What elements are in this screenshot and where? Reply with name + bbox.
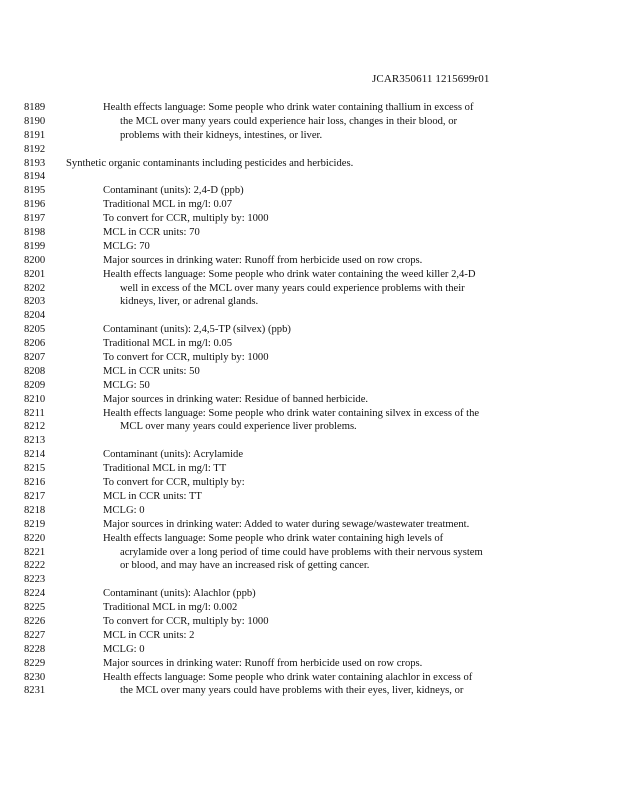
line-text: MCLG: 0: [103, 643, 145, 655]
line-text: problems with their kidneys, intestines, or liver.: [120, 129, 323, 141]
line-number: 8226: [24, 615, 46, 627]
line-text: Contaminant (units): 2,4,5-TP (silvex) (ppb): [103, 324, 291, 336]
line-number: 8189: [24, 102, 46, 113]
text-line: [0, 309, 619, 323]
line-text: MCL in CCR units: 2: [103, 629, 195, 641]
text-line: [0, 546, 619, 560]
text-line: [0, 684, 619, 698]
text-line: [0, 268, 619, 282]
line-number: 8203: [24, 296, 46, 308]
line-text: MCLG: 0: [103, 504, 145, 516]
line-text: Traditional MCL in mg/l: TT: [103, 463, 227, 475]
line-text: To convert for CCR, multiply by: 1000: [103, 352, 269, 364]
text-line: [0, 351, 619, 365]
line-number: 8220: [24, 532, 46, 544]
text-line: [0, 490, 619, 504]
line-text: To convert for CCR, multiply by: 1000: [103, 213, 269, 225]
line-text: MCL in CCR units: TT: [103, 490, 202, 502]
text-line: [0, 379, 619, 393]
text-line: [0, 129, 619, 143]
text-line: [0, 157, 619, 171]
line-text: Traditional MCL in mg/l: 0.07: [103, 199, 232, 211]
line-number: 8202: [24, 282, 46, 294]
line-text: the MCL over many years could have problems with their eyes, liver, kidneys, or: [120, 685, 464, 697]
text-line: [0, 462, 619, 476]
line-number: 8222: [24, 560, 46, 572]
line-text: Health effects language: Some people who drink water containing thallium in excess of: [103, 102, 474, 113]
line-number: 8225: [24, 602, 46, 614]
line-number: 8208: [24, 365, 46, 377]
line-text: MCLG: 50: [103, 379, 150, 391]
text-line: [0, 420, 619, 434]
line-text: kidneys, liver, or adrenal glands.: [120, 296, 259, 308]
line-text: Major sources in drinking water: Residue of banned herbicide.: [103, 393, 369, 405]
text-line: [0, 198, 619, 212]
line-text: well in excess of the MCL over many years could experience problems with their: [120, 282, 465, 294]
line-number: 8218: [24, 504, 46, 516]
line-number: 8215: [24, 463, 46, 475]
text-line: [0, 434, 619, 448]
text-line: [0, 657, 619, 671]
line-text: Major sources in drinking water: Added to water during sewage/wastewater treatment.: [103, 518, 470, 530]
text-line: [0, 323, 619, 337]
text-line: [0, 518, 619, 532]
line-text: Synthetic organic contaminants including pesticides and herbicides.: [66, 157, 354, 169]
line-number: 8223: [24, 574, 46, 586]
line-number: 8204: [24, 310, 46, 322]
line-text: Traditional MCL in mg/l: 0.002: [103, 602, 238, 614]
line-number: 8193: [24, 157, 46, 169]
line-text: To convert for CCR, multiply by: 1000: [103, 615, 269, 627]
text-line: [0, 615, 619, 629]
line-number: 8207: [24, 352, 46, 364]
text-line: [0, 671, 619, 685]
line-text: Major sources in drinking water: Runoff from herbicide used on row crops.: [103, 657, 423, 669]
text-line: [0, 226, 619, 240]
line-number: 8201: [24, 268, 46, 280]
line-text: Traditional MCL in mg/l: 0.05: [103, 338, 232, 350]
text-line: [0, 601, 619, 615]
text-line: [0, 393, 619, 407]
line-text: Contaminant (units): Alachlor (ppb): [103, 588, 256, 600]
line-number: 8192: [24, 143, 46, 155]
line-number: 8217: [24, 490, 46, 502]
line-text: To convert for CCR, multiply by:: [103, 477, 245, 489]
text-line: [0, 115, 619, 129]
line-number: 8227: [24, 629, 46, 641]
line-number: 8197: [24, 213, 46, 225]
line-number: 8194: [24, 171, 46, 183]
line-text: Contaminant (units): Acrylamide: [103, 449, 244, 461]
line-number: 8229: [24, 657, 46, 669]
text-line: [0, 184, 619, 198]
text-line: [0, 587, 619, 601]
line-text: or blood, and may have an increased risk of getting cancer.: [120, 560, 370, 572]
line-number: 8191: [24, 129, 46, 141]
text-line: [0, 532, 619, 546]
line-number: 8214: [24, 449, 46, 461]
document-id-header: JCAR350611 1215699r01: [372, 73, 490, 85]
line-number: 8199: [24, 240, 46, 252]
text-line: [0, 337, 619, 351]
line-number: 8216: [24, 477, 46, 489]
text-line: [0, 101, 619, 115]
line-text: Major sources in drinking water: Runoff from herbicide used on row crops.: [103, 254, 423, 266]
text-line: [0, 504, 619, 518]
text-line: [0, 143, 619, 157]
text-line: [0, 643, 619, 657]
line-number: 8210: [24, 393, 46, 405]
line-number: 8230: [24, 671, 46, 683]
line-text: the MCL over many years could experience hair loss, changes in their blood, or: [120, 115, 458, 127]
line-number: 8190: [24, 115, 46, 127]
line-number: 8195: [24, 185, 46, 197]
text-line: [0, 240, 619, 254]
line-number: 8205: [24, 324, 46, 336]
line-text: MCL in CCR units: 50: [103, 365, 200, 377]
line-text: Health effects language: Some people who drink water containing silvex in excess of the: [103, 407, 480, 419]
line-text: MCL over many years could experience liver problems.: [120, 421, 357, 433]
text-line: [0, 170, 619, 184]
text-line: [0, 559, 619, 573]
line-number: 8224: [24, 588, 46, 600]
line-number: 8219: [24, 518, 46, 530]
text-line: [0, 476, 619, 490]
text-line: [0, 254, 619, 268]
line-text: MCLG: 70: [103, 240, 150, 252]
line-text: Health effects language: Some people who drink water containing high levels of: [103, 532, 444, 544]
line-number: 8206: [24, 338, 46, 350]
line-number: 8196: [24, 199, 46, 211]
line-number: 8228: [24, 643, 46, 655]
line-number: 8231: [24, 685, 46, 697]
text-line: [0, 295, 619, 309]
text-line: [0, 282, 619, 296]
text-line: [0, 407, 619, 421]
line-number: 8200: [24, 254, 46, 266]
line-number: 8198: [24, 227, 46, 239]
line-text: Contaminant (units): 2,4-D (ppb): [103, 185, 244, 197]
line-number: 8211: [24, 407, 45, 419]
text-line: [0, 629, 619, 643]
text-line: [0, 212, 619, 226]
line-text: Health effects language: Some people who drink water containing the weed killer 2,4-D: [103, 268, 476, 280]
numbered-text-body: [0, 101, 619, 698]
line-text: acrylamide over a long period of time could have problems with their nervous system: [120, 546, 483, 558]
line-text: Health effects language: Some people who drink water containing alachlor in excess of: [103, 671, 473, 683]
text-line: [0, 573, 619, 587]
line-number: 8209: [24, 379, 46, 391]
line-number: 8221: [24, 546, 46, 558]
line-text: MCL in CCR units: 70: [103, 227, 200, 239]
text-line: [0, 448, 619, 462]
text-line: [0, 365, 619, 379]
line-number: 8213: [24, 435, 46, 447]
line-number: 8212: [24, 421, 46, 433]
